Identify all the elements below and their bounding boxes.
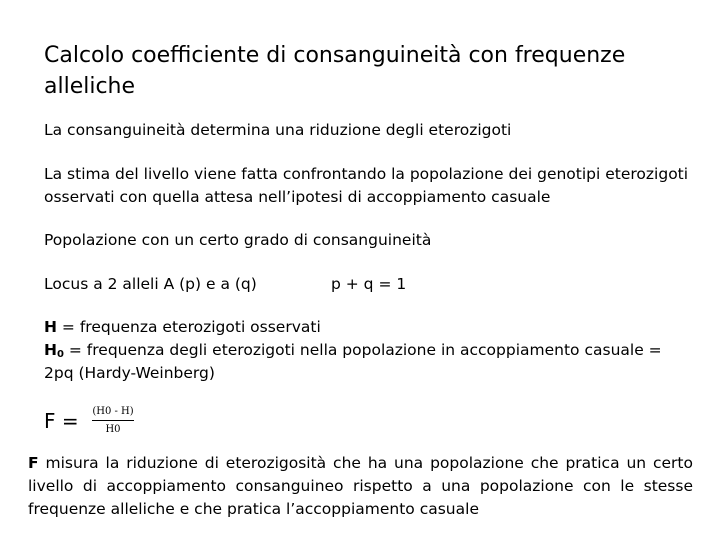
allele-equation: p + q = 1	[331, 275, 407, 293]
f-symbol: F	[28, 454, 39, 472]
paragraph-population: Popolazione con un certo grado di consanguineità	[44, 231, 432, 249]
paragraph-estimate-method: La stima del livello viene fatta confrontando la popolazione dei genotipi eterozigoti osservati con quella attesa nell’ipotesi di accoppiamento casuale	[44, 165, 689, 206]
h-symbol: H	[44, 318, 57, 336]
formula-lhs: F =	[44, 409, 79, 433]
conclusion-text: misura la riduzione di eterozigosità che ha una popolazione che pratica un certo livello di accoppiamento consanguineo rispetto a una popolazione con le stesse frequenze alleliche e che pratica l’accoppiamento casuale	[28, 454, 693, 518]
h-definition-text: = frequenza eterozigoti osservati	[56, 318, 321, 336]
h0-symbol: $H_0$	[44, 341, 64, 360]
definition-h	[44, 316, 321, 339]
locus-description: Locus a 2 alleli A (p) e a (q)	[44, 275, 257, 293]
fraction-numerator: (H0 - H)	[92, 406, 134, 417]
paragraph-consanguinity-effect: La consanguineità determina una riduzione degli eterozigoti	[44, 121, 512, 139]
fraction-denominator: H0	[105, 424, 121, 435]
formula-fraction	[88, 406, 138, 435]
slide-title: Calcolo coefficiente di consanguineità con frequenze alleliche	[44, 43, 626, 99]
h0-definition-text: = frequenza degli eterozigoti nella popolazione in accoppiamento casuale = 2pq (Hardy-Weinberg)	[44, 341, 662, 382]
definition-h0	[44, 339, 694, 385]
conclusion-paragraph	[28, 452, 693, 521]
